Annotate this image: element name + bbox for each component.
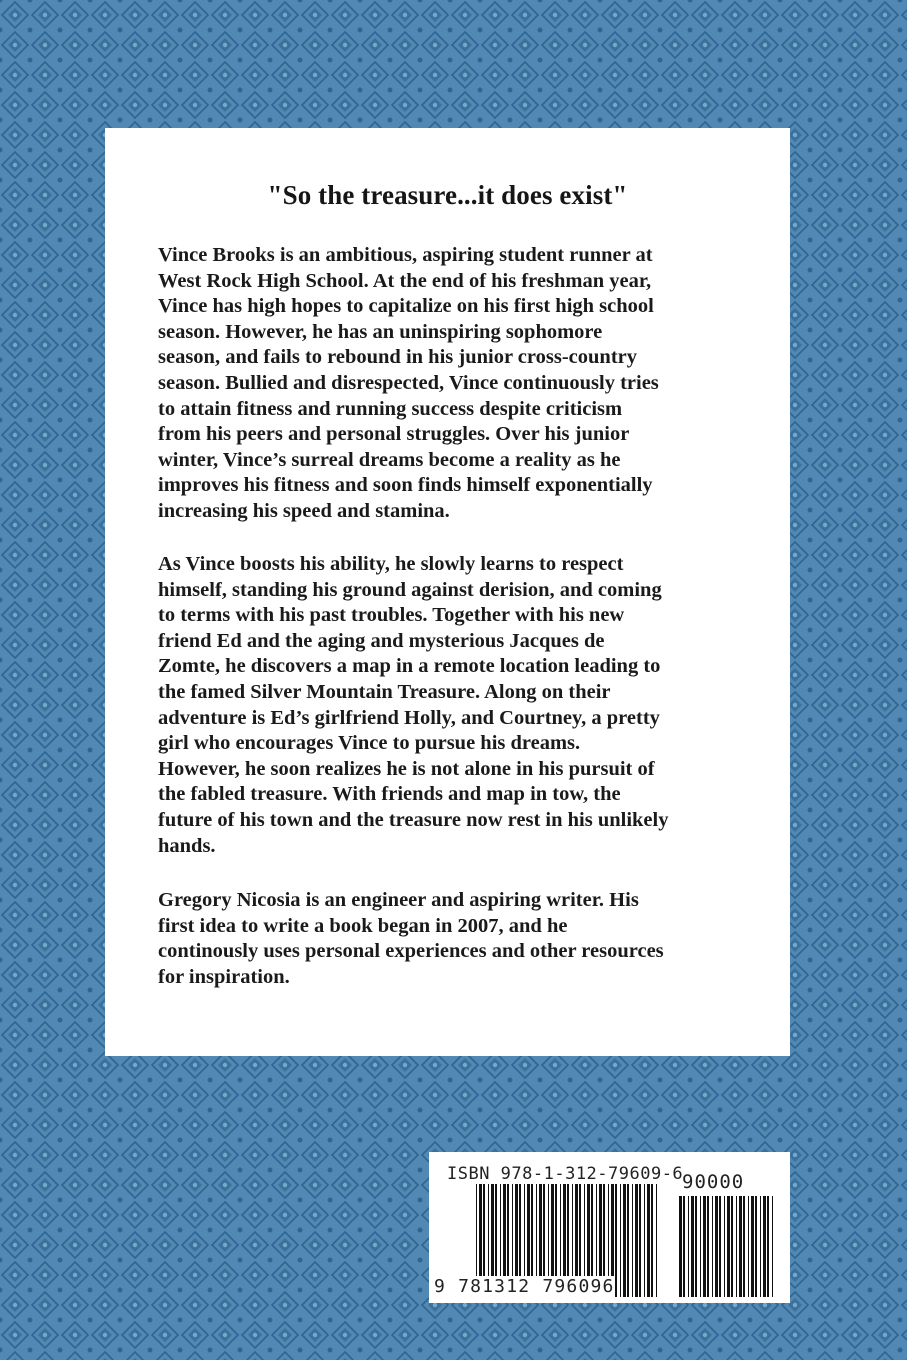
- barcode-bar: [748, 1196, 749, 1297]
- isbn-barcode: [429, 1152, 790, 1303]
- price-code: 90000: [682, 1171, 745, 1193]
- barcode-bar: [656, 1184, 657, 1297]
- barcode-bar: [623, 1184, 626, 1297]
- barcode-bar: [715, 1196, 718, 1297]
- barcode-bar: [755, 1196, 757, 1297]
- barcode-bar: [679, 1196, 682, 1297]
- barcode-bar: [700, 1196, 701, 1297]
- text-line: improves his fitness and soon finds himself exponentially: [158, 474, 653, 497]
- text-line: hands.: [158, 834, 216, 857]
- text-line: friend Ed and the aging and mysterious Jacques de: [158, 629, 605, 652]
- barcode-bar: [683, 1196, 685, 1297]
- barcode-bar: [647, 1184, 650, 1297]
- barcode-bar: [763, 1196, 766, 1297]
- text-line: As Vince boosts his ability, he slowly learns to respect: [158, 553, 624, 575]
- text-line: adventure is Ed’s girlfriend Holly, and Courtney, a pretty: [158, 706, 660, 729]
- barcode-bar: [691, 1196, 694, 1297]
- text-line: Gregory Nicosia is an engineer and aspiring writer. His: [158, 889, 639, 911]
- barcode-bar: [688, 1196, 689, 1297]
- text-line: future of his town and the treasure now rest in his unlikely: [158, 808, 669, 831]
- text-line: season, and fails to rebound in his junior cross-country: [158, 346, 637, 369]
- synopsis-panel: [105, 128, 790, 1056]
- synopsis-paragraph-2: [158, 552, 758, 859]
- barcode-bar: [751, 1196, 754, 1297]
- text-line: increasing his speed and stamina.: [158, 499, 450, 522]
- text-line: to attain fitness and running success despite criticism: [158, 397, 623, 420]
- text-line: the fabled treasure. With friends and map in tow, the: [158, 783, 621, 806]
- ean-number: 9 781312 796096: [434, 1276, 615, 1297]
- text-line: from his peers and personal struggles. Over his junior: [158, 423, 630, 446]
- text-line: winter, Vince’s surreal dreams become a reality as he: [158, 448, 621, 471]
- barcode-bar: [627, 1184, 629, 1297]
- barcode-bar: [695, 1196, 697, 1297]
- barcode-bar: [739, 1196, 742, 1297]
- text-line: Vince Brooks is an ambitious, aspiring student runner at: [158, 244, 653, 266]
- barcode-bar: [632, 1184, 633, 1297]
- text-line: first idea to write a book began in 2007, and he: [158, 914, 568, 937]
- barcode-bar: [736, 1196, 737, 1297]
- isbn-label: ISBN 978-1-312-79609-6: [447, 1164, 684, 1184]
- text-line: However, he soon realizes he is not alone in his pursuit of: [158, 757, 655, 780]
- text-line: to terms with his past troubles. Together with his new: [158, 604, 625, 627]
- text-line: Zomte, he discovers a map in a remote location leading to: [158, 655, 661, 678]
- barcode-bar: [620, 1184, 621, 1297]
- barcode-bar: [707, 1196, 709, 1297]
- barcode-bar: [635, 1184, 638, 1297]
- text-line: continously uses personal experiences and other resources: [158, 940, 664, 963]
- text-line: girl who encourages Vince to pursue his dreams.: [158, 732, 581, 755]
- barcode-bar: [760, 1196, 761, 1297]
- text-line: season. However, he has an uninspiring sophomore: [158, 320, 603, 343]
- barcode-bar: [639, 1184, 641, 1297]
- text-line: for inspiration.: [158, 965, 290, 988]
- text-line: the famed Silver Mountain Treasure. Along on their: [158, 680, 611, 703]
- barcode-bar: [731, 1196, 733, 1297]
- barcode-bar: [644, 1184, 645, 1297]
- barcode-bar: [727, 1196, 730, 1297]
- text-line: season. Bullied and disrespected, Vince continuously tries: [158, 371, 659, 394]
- text-line: himself, standing his ground against derision, and coming: [158, 578, 662, 601]
- text-line: Vince has high hopes to capitalize on his first high school: [158, 295, 654, 318]
- tagline: "So the treasure...it does exist": [267, 180, 628, 210]
- barcode-bar: [719, 1196, 721, 1297]
- barcode-bar: [651, 1184, 653, 1297]
- barcode-bar: [767, 1196, 769, 1297]
- barcode-bar: [724, 1196, 725, 1297]
- author-bio: [158, 888, 758, 990]
- barcode-bar: [772, 1196, 773, 1297]
- synopsis-paragraph-1: [158, 243, 758, 525]
- barcode-bar: [703, 1196, 706, 1297]
- barcode-bar: [615, 1184, 617, 1297]
- barcode-bar: [712, 1196, 713, 1297]
- barcode-bar: [743, 1196, 745, 1297]
- text-line: West Rock High School. At the end of his freshman year,: [158, 269, 652, 292]
